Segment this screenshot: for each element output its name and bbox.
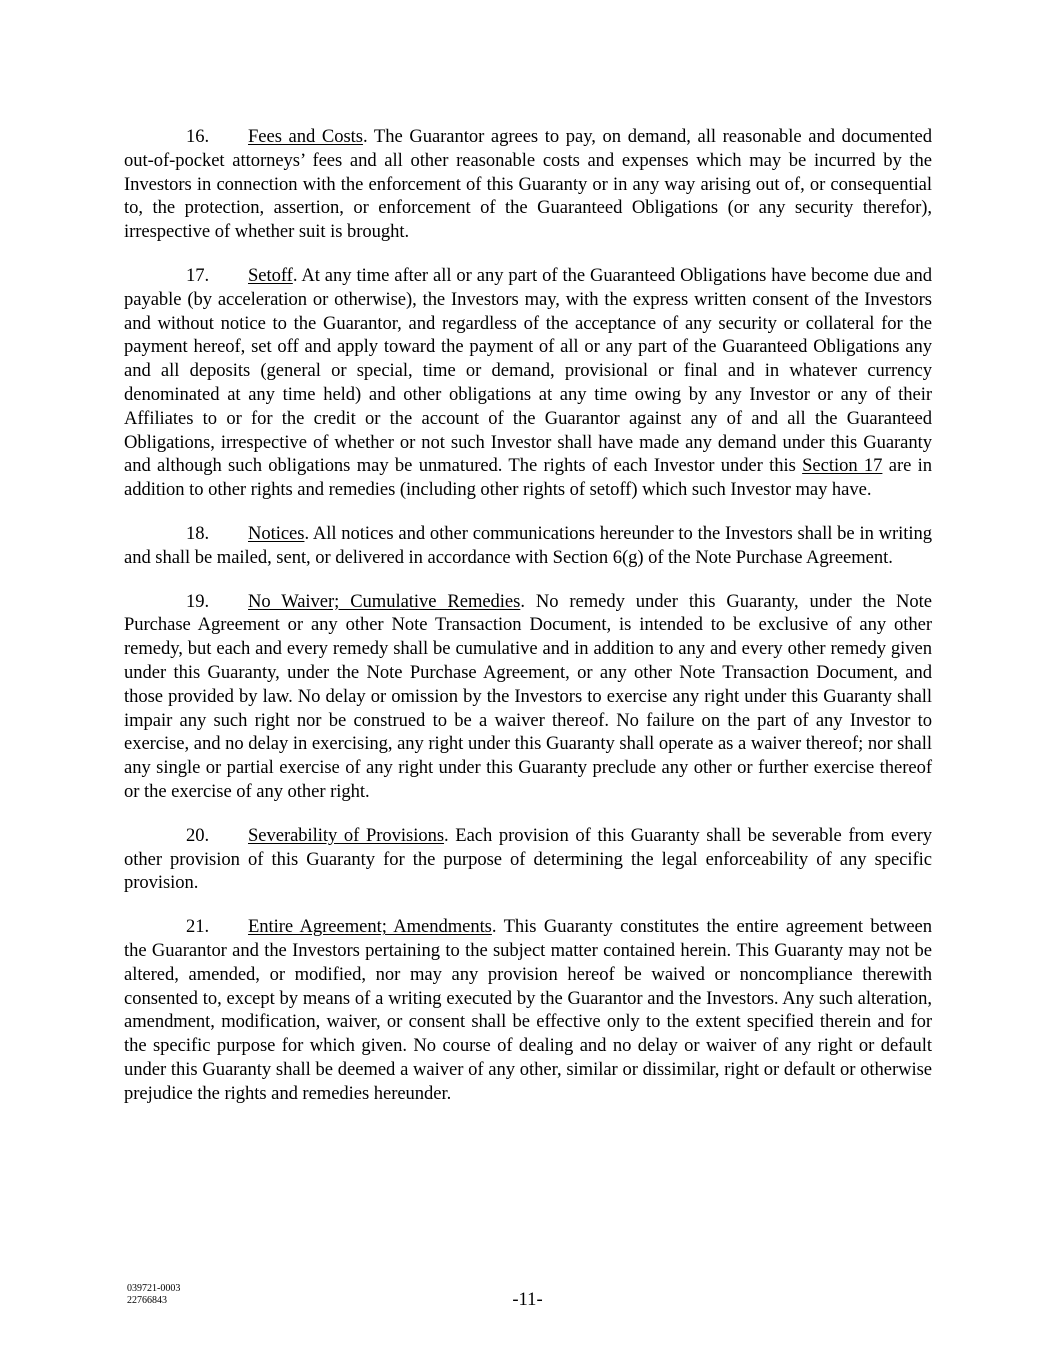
section-body: . All notices and other communications hereunder to the Investors shall be in writing and shall be mailed, sent, or delivered in accordance with Section 6(g) of the Note Purchase Agreement. xyxy=(124,522,932,568)
section-16-paragraph xyxy=(124,125,932,244)
section-number: 21. xyxy=(186,916,210,938)
section-number: 17. xyxy=(186,264,210,286)
section-body: . No remedy under this Guaranty, under the Note Purchase Agreement or any other Note Transaction Document, is intended to be exclusive of any other remedy, but each and every remedy shall be cumulative and in addition to any and every other remedy given under this Guaranty, under the Note Purchase Agreement, or any other Note Transaction Document, and those provided by law. No delay or omission by the Investors to exercise any right under this Guaranty shall impair any such right nor be construed to be a waiver thereof. No failure on the part of any Investor to exercise, and no delay in exercising, any right under this Guaranty shall operate as a waiver thereof; nor shall any single or partial exercise of any right under this Guaranty preclude any other or further exercise thereof or the exercise of any other right. xyxy=(124,590,932,802)
page-number: -11- xyxy=(512,1289,543,1310)
section-body: . Each provision of this Guaranty shall be severable from every other provision of this Guaranty for the purpose of determining the legal enforceability of any specific provision. xyxy=(124,824,932,894)
section-number: 19. xyxy=(186,590,210,612)
footer-document-id: 22766843 xyxy=(127,1295,167,1306)
section-heading: Notices xyxy=(248,522,305,544)
section-heading: Entire Agreement; Amendments xyxy=(248,916,492,938)
section-19-paragraph xyxy=(124,590,932,804)
section-number: 18. xyxy=(186,522,210,544)
section-body: . At any time after all or any part of the Guaranteed Obligations have become due and payable (by acceleration or otherwise), the Investors may, with the express written consent of the Investors and without notice to the Guarantor, and regardless of the acceptance of any security or collateral for the payment hereof, set off and apply toward the payment of all or any part of the Guaranteed Obligations any and all deposits (general or special, time or demand, provisional or final and in whatever currency denominated at any time held) and other obligations at any time owing by any Investor or any of their Affiliates to or for the credit or the account of the Guarantor against any of and all the Guaranteed Obligations, irrespective of whether or not such Investor shall have made any demand under this Guaranty and although such obligations may be unmatured. The rights of each Investor under this xyxy=(124,264,932,477)
section-20-paragraph xyxy=(124,824,932,895)
section-cross-reference: Section 17 xyxy=(802,455,883,477)
section-18-paragraph xyxy=(124,522,932,570)
section-heading: Setoff xyxy=(248,264,293,286)
footer-matter-number: 039721-0003 xyxy=(127,1283,181,1294)
section-body: . The Guarantor agrees to pay, on demand, all reasonable and documented out-of-pocket attorneys’ fees and all other reasonable costs and expenses which may be incurred by the Investors in connection with the enforcement of this Guaranty or in any way arising out of, or consequential to, the protection, assertion, or enforcement of the Guaranteed Obligations (or any security therefor), irrespective of whether suit is brought. xyxy=(124,126,932,243)
section-body-continued: are in addition to other rights and remedies (including other rights of setoff) which such Investor may have. xyxy=(124,455,933,501)
section-body: . This Guaranty constitutes the entire agreement between the Guarantor and the Investors pertaining to the subject matter contained herein. This Guaranty may not be altered, amended, or modified, nor may any provision hereof be waived or noncompliance therewith consented to, except by means of a writing executed by the Guarantor and the Investors. Any such alteration, amendment, modification, waiver, or consent shall be effective only to the extent specified therein and for the specific purpose for which given. No course of dealing and no delay or waiver of any right or default under this Guaranty shall be deemed a waiver of any other, similar or dissimilar, right or default or otherwise prejudice the rights and remedies hereunder. xyxy=(124,916,932,1104)
section-heading: Fees and Costs xyxy=(248,126,363,147)
section-heading: No Waiver; Cumulative Remedies xyxy=(248,590,521,612)
section-heading: Severability of Provisions xyxy=(248,824,445,846)
section-17-paragraph xyxy=(124,264,932,502)
section-number: 16. xyxy=(186,126,210,147)
section-21-paragraph xyxy=(124,915,932,1105)
section-number: 20. xyxy=(186,824,210,846)
document-page xyxy=(124,125,932,1125)
